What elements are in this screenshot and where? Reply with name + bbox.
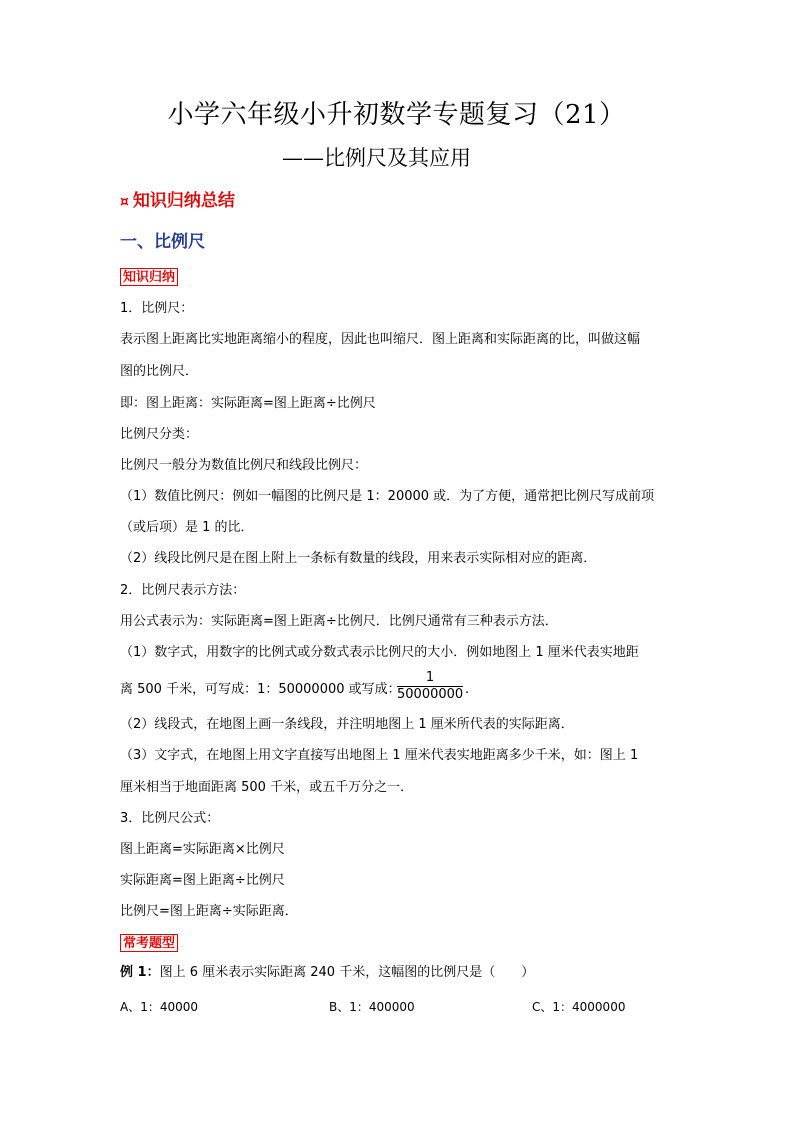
tag-exam: 常考题型 <box>120 934 178 952</box>
section-heading-label: 知识归纳总结 <box>132 191 235 211</box>
subsection-heading: 一、比例尺 <box>120 232 205 252</box>
fraction <box>397 671 463 702</box>
body-line: 图的比例尺． <box>120 364 199 379</box>
page-title: 小学六年级小升初数学专题复习（21） <box>167 100 626 130</box>
fraction-trail: . <box>465 682 470 697</box>
option-b: B、1：400000 <box>329 1000 415 1014</box>
body-line: 1．比例尺： <box>120 301 194 316</box>
body-line: （1）数值比例尺：例如一幅图的比例尺是 1：20000 或．为了方便，通常把比例尺写成前项 <box>120 489 655 504</box>
body-line: （或后项）是 1 的比． <box>120 520 254 535</box>
body-line: 即：图上距离：实际距离=图上距离÷比例尺 <box>120 396 376 411</box>
example-label: 例 1： <box>120 965 160 980</box>
fraction-denominator: 50000000 <box>397 687 464 702</box>
body-line: 表示图上距离比实地距离缩小的程度，因此也叫缩尺．图上距离和实际距离的比，叫做这幅 <box>120 332 641 347</box>
body-line: 比例尺一般分为数值比例尺和线段比例尺： <box>120 458 368 473</box>
body-line: 3．比例尺公式： <box>120 811 220 826</box>
body-line: 厘米相当于地面距离 500 千米，或五千万分之一． <box>120 780 414 795</box>
body-line: （2）线段比例尺是在图上附上一条标有数量的线段，用来表示实际相对应的距离． <box>120 551 597 566</box>
body-line: 用公式表示为：实际距离=图上距离÷比例尺．比例尺通常有三种表示方法． <box>120 614 558 629</box>
option-c: C、1：4000000 <box>532 1000 626 1014</box>
fraction-numerator: 1 <box>425 670 435 685</box>
body-line: 实际距离=图上距离÷比例尺 <box>120 873 285 888</box>
body-line: 比例尺分类： <box>120 427 199 442</box>
section-heading <box>120 189 235 214</box>
section-mark-icon: ¤ <box>120 194 129 210</box>
body-line: 比例尺=图上距离÷实际距离． <box>120 904 298 919</box>
body-line: （1）数字式，用数字的比例式或分数式表示比例尺的大小．例如地图上 1 厘米代表实地距 <box>120 645 639 660</box>
body-line: 2．比例尺表示方法： <box>120 583 246 598</box>
example-question <box>120 964 534 982</box>
option-a: A、1：40000 <box>120 1000 199 1014</box>
example-text: 图上 6 厘米表示实际距离 240 千米，这幅图的比例尺是（ ） <box>159 965 535 980</box>
page-subtitle: ——比例尺及其应用 <box>282 146 471 170</box>
body-line: （3）文字式，在地图上用文字直接写出地图上 1 厘米代表实地距离多少千米，如：图上 1 <box>120 748 639 763</box>
body-line: 离 500 千米，可写成：1：50000000 或写成： <box>120 682 401 697</box>
body-line: 图上距离=实际距离×比例尺 <box>120 842 285 857</box>
tag-knowledge: 知识归纳 <box>120 268 178 286</box>
body-line: （2）线段式，在地图上画一条线段，并注明地图上 1 厘米所代表的实际距离． <box>120 717 574 732</box>
